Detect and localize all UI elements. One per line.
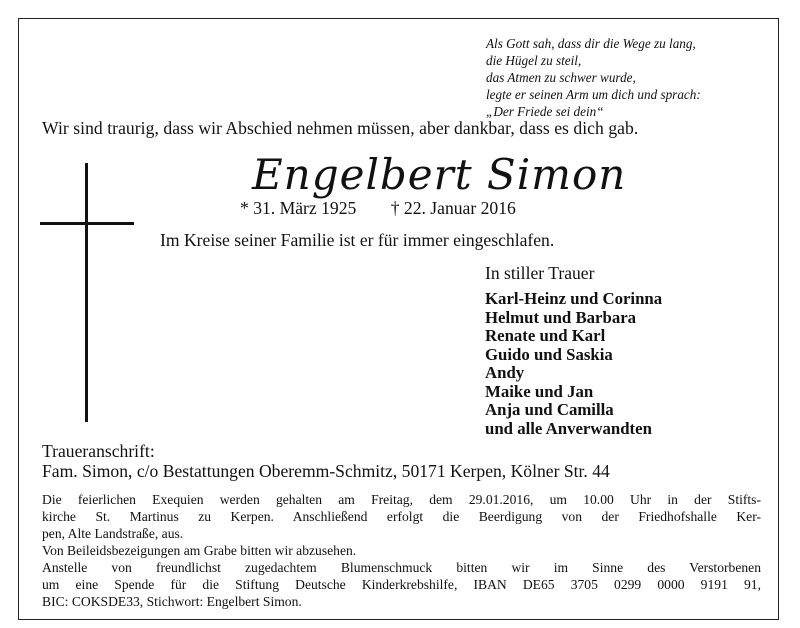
address-label: Traueranschrift: bbox=[42, 441, 155, 461]
mourner: Anja und Camilla bbox=[485, 400, 614, 419]
death-date: † 22. Januar 2016 bbox=[390, 198, 516, 218]
notes-line: pen, Alte Landstraße, aus. bbox=[42, 526, 184, 541]
mourner: und alle Anverwandten bbox=[485, 418, 652, 438]
cross-icon-bar bbox=[40, 222, 134, 225]
mourner: Maike und Jan bbox=[485, 381, 594, 401]
birth-date: * 31. März 1925 bbox=[240, 198, 357, 218]
poem-line: Als Gott sah, dass dir die Wege zu lang, bbox=[486, 36, 696, 51]
poem bbox=[486, 35, 701, 120]
poem-line: legte er seinen Arm um dich und sprach: bbox=[486, 87, 701, 102]
notes-line: Anstelle von freundlichst zugedachtem Blumenschmuck bitten wir im Sinne des Verstorbenen bbox=[42, 560, 761, 575]
notes-line: um eine Spende für die Stiftung Deutsche Kinderkrebshilfe, IBAN DE65 3705 0299 0000 9191 91, bbox=[42, 577, 761, 592]
mourning-label: In stiller Trauer bbox=[485, 263, 595, 283]
mourner: Renate und Karl bbox=[485, 326, 606, 345]
address: Fam. Simon, c/o Bestattungen Oberemm-Schmitz, 50171 Kerpen, Kölner Str. 44 bbox=[42, 461, 610, 481]
notes bbox=[42, 491, 761, 610]
poem-line: „Der Friede sei dein“ bbox=[486, 104, 604, 119]
mourner: Andy bbox=[485, 363, 525, 382]
intro-text: Wir sind traurig, dass wir Abschied nehmen müssen, aber dankbar, dass es dich gab. bbox=[42, 118, 639, 138]
notes-line: kirche St. Martinus zu Kerpen. Anschließend erfolgt die Beerdigung von der Friedhofshalle Ker- bbox=[42, 509, 761, 524]
mourners-list bbox=[485, 290, 662, 438]
deceased-name: Engelbert Simon bbox=[252, 150, 627, 199]
mourner: Guido und Saskia bbox=[485, 344, 613, 364]
poem-line: die Hügel zu steil, bbox=[486, 53, 582, 68]
cross-icon bbox=[85, 163, 88, 422]
notes-line: Von Beileidsbezeigungen am Grabe bitten wir abzusehen. bbox=[42, 543, 357, 558]
family-line: Im Kreise seiner Familie ist er für immer eingeschlafen. bbox=[160, 230, 555, 250]
notes-line: Die feierlichen Exequien werden gehalten am Freitag, dem 29.01.2016, um 10.00 Uhr in der Stifts- bbox=[42, 492, 761, 507]
mourner: Karl-Heinz und Corinna bbox=[485, 289, 663, 308]
notes-line: BIC: COKSDE33, Stichwort: Engelbert Simon. bbox=[42, 594, 302, 609]
life-dates bbox=[240, 198, 546, 219]
poem-line: das Atmen zu schwer wurde, bbox=[486, 70, 636, 85]
mourner: Helmut und Barbara bbox=[485, 307, 637, 327]
